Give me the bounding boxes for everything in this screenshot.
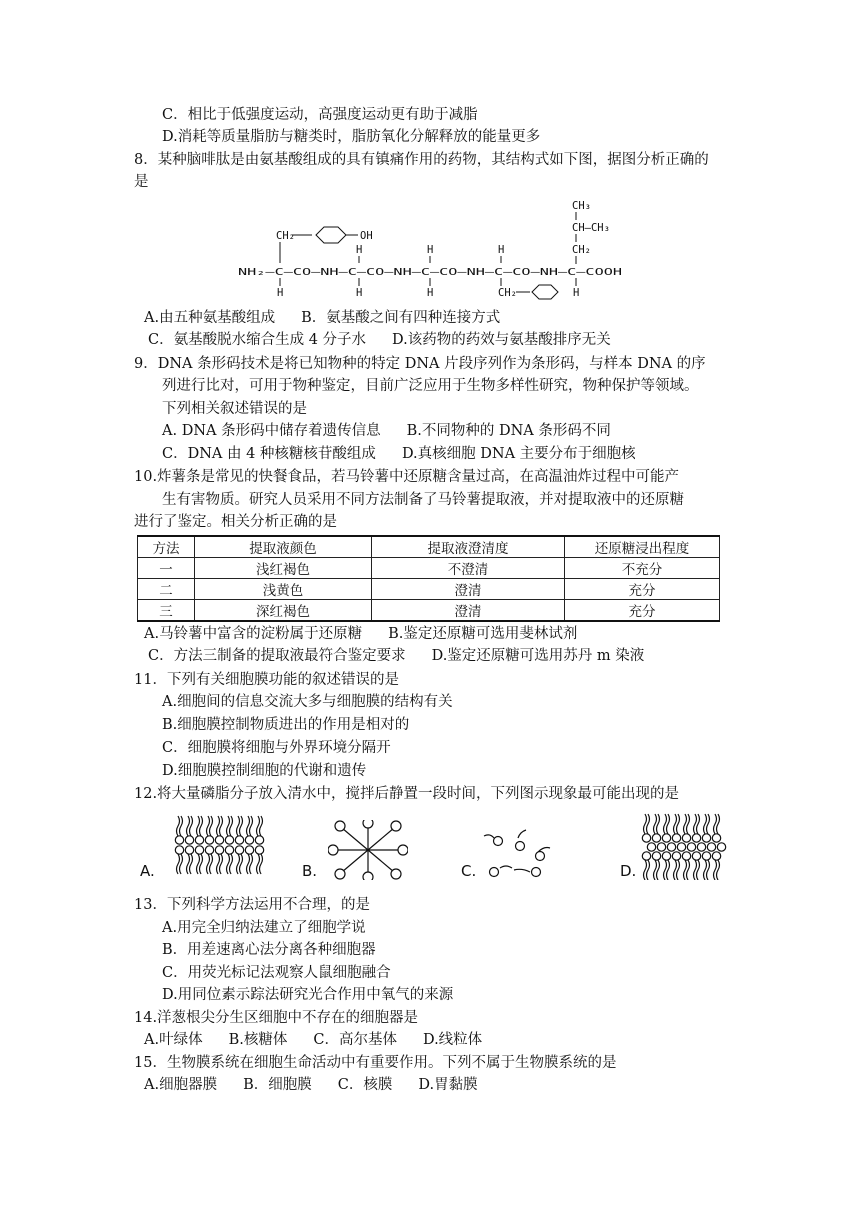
- benzene-ring-icon: [316, 227, 346, 243]
- inverted-bilayer-diagram-d: [640, 812, 732, 880]
- table-header-cell: 提取液颜色: [195, 536, 372, 558]
- q10-option-c: C．方法三制备的提取液最符合鉴定要求: [148, 648, 406, 664]
- table-cell: 充分: [565, 600, 720, 622]
- q13-option-b: B．用差速离心法分离各种细胞器: [162, 942, 376, 958]
- q8-option-a: A.由五种氨基酸组成: [144, 310, 276, 326]
- q10-option-d: D.鉴定还原糖可选用苏丹 m 染液: [431, 648, 645, 664]
- q9-option-c: C．DNA 由 4 种核糖核苷酸组成: [162, 446, 376, 462]
- benzene-ring-icon: [532, 285, 558, 299]
- table-cell: 三: [138, 600, 195, 622]
- struct-ch2-phenylalanine: CH₂: [498, 287, 517, 299]
- struct-ch3-top: CH₃: [572, 200, 591, 212]
- q8-option-b: B．氨基酸之间有四种连接方式: [301, 310, 501, 326]
- table-cell: 不澄清: [372, 558, 565, 579]
- struct-main-chain: NH₂—C—CO—NH—C—CO—NH—C—CO—NH—C—CO—NH—C—COOH: [238, 267, 622, 278]
- struct-h-top-2: H: [356, 244, 363, 256]
- q8-stem-line2: 是: [134, 174, 149, 190]
- q8-options-row1: [144, 308, 500, 328]
- q11-option-a: A.细胞间的信息交流大多与细胞膜的结构有关: [162, 694, 453, 710]
- q9-options-row1: [162, 421, 611, 441]
- q13-option-d: D.用同位素示踪法研究光合作用中氧气的来源: [162, 987, 454, 1003]
- struct-h-top-3: H: [427, 244, 434, 256]
- q9-stem-line2: 列进行比对，可用于物种鉴定，目前广泛应用于生物多样性研究，物种保护等领域。: [162, 378, 699, 394]
- table-row: [138, 600, 720, 622]
- struct-h-bottom-5: H: [573, 287, 580, 299]
- table-cell: 充分: [565, 579, 720, 600]
- q9-stem-line3: 下列相关叙述错误的是: [162, 401, 307, 417]
- table-header-cell: 提取液澄清度: [372, 536, 565, 558]
- struct-ch-ch3: CH—CH₃: [572, 222, 610, 234]
- struct-h-bottom-3: H: [427, 287, 434, 299]
- phospholipid-bilayer-diagram-a: [172, 812, 268, 880]
- table-cell: 深红褐色: [195, 600, 372, 622]
- table-cell: 不充分: [565, 558, 720, 579]
- extraction-method-table: [137, 535, 720, 622]
- q14-stem: 14.洋葱根尖分生区细胞中不存在的细胞器是: [134, 1010, 419, 1026]
- q12-label-c: C.: [461, 862, 477, 880]
- q10-options-row1: [144, 624, 577, 644]
- q10-stem-line3: 进行了鉴定。相关分析正确的是: [134, 514, 337, 530]
- q10-option-b: B.鉴定还原糖可选用斐林试剂: [388, 626, 578, 642]
- q9-options-row2: [162, 444, 636, 464]
- q9-option-b: B.不同物种的 DNA 条形码不同: [406, 423, 611, 439]
- q7-option-c: C．相比于低强度运动，高强度运动更有助于减脂: [162, 107, 478, 123]
- phospholipid-micelle-diagram-b: [328, 820, 408, 880]
- q12-label-b: B.: [302, 862, 318, 880]
- q14-option-d: D.线粒体: [422, 1032, 483, 1048]
- table-header-cell: 还原糖浸出程度: [565, 536, 720, 558]
- struct-ch2-tyrosine: CH₂: [276, 230, 295, 242]
- table-cell: 澄清: [372, 600, 565, 622]
- q15-option-c: C．核膜: [337, 1077, 393, 1093]
- q15-option-a: A.细胞器膜: [144, 1077, 218, 1093]
- q8-stem-line1: 8．某种脑啡肽是由氨基酸组成的具有镇痛作用的药物，其结构式如下图，据图分析正确的: [134, 152, 709, 168]
- q11-option-b: B.细胞膜控制物质进出的作用是相对的: [162, 717, 410, 733]
- q15-options: [144, 1075, 478, 1095]
- table-header-row: [138, 536, 720, 558]
- q10-stem-line2: 生有害物质。研究人员采用不同方法制备了马铃薯提取液，并对提取液中的还原糖: [162, 492, 684, 508]
- q15-option-d: D.胃黏膜: [418, 1077, 478, 1093]
- q12-stem: 12.将大量磷脂分子放入清水中，搅拌后静置一段时间，下列图示现象最可能出现的是: [134, 786, 680, 802]
- q11-option-d: D.细胞膜控制细胞的代谢和遗传: [162, 763, 367, 779]
- struct-oh: OH: [360, 230, 373, 242]
- table-header-cell: 方法: [138, 536, 195, 558]
- table-cell: 浅红褐色: [195, 558, 372, 579]
- table-cell: 澄清: [372, 579, 565, 600]
- q7-option-d: D.消耗等质量脂肪与糖类时，脂肪氧化分解释放的能量更多: [162, 129, 541, 145]
- struct-h-bottom-1: H: [277, 287, 284, 299]
- table-row: [138, 579, 720, 600]
- q14-option-a: A.叶绿体: [144, 1032, 203, 1048]
- table-cell: 浅黄色: [195, 579, 372, 600]
- q11-option-c: C．细胞膜将细胞与外界环境分隔开: [162, 740, 391, 756]
- q10-stem-line1: 10.炸薯条是常见的快餐食品，若马铃薯中还原糖含量过高，在高温油炸过程中可能产: [134, 469, 680, 485]
- q8-option-c: C．氨基酸脱水缩合生成 4 分子水: [148, 332, 367, 348]
- q10-options-row2: [148, 646, 644, 666]
- q12-label-d: D.: [620, 862, 637, 880]
- q15-option-b: B．细胞膜: [243, 1077, 312, 1093]
- enkephalin-structure-diagram: [238, 198, 622, 302]
- q9-stem-line1: 9．DNA 条形码技术是将已知物种的特定 DNA 片段序列作为条形码，与样本 DNA 的序: [134, 356, 706, 372]
- q12-label-a: A.: [140, 862, 155, 880]
- q8-option-d: D.该药物的药效与氨基酸排序无关: [392, 332, 611, 348]
- q14-option-b: B.核糖体: [228, 1032, 288, 1048]
- table-cell: 二: [138, 579, 195, 600]
- scattered-phospholipids-diagram-c: [482, 826, 572, 880]
- struct-h-top-4: H: [498, 244, 505, 256]
- q9-option-d: D.真核细胞 DNA 主要分布于细胞核: [401, 446, 636, 462]
- q14-option-c: C．高尔基体: [313, 1032, 397, 1048]
- q11-stem: 11．下列有关细胞膜功能的叙述错误的是: [134, 672, 399, 688]
- struct-ch2-leucine: CH₂: [572, 244, 591, 256]
- table-cell: 一: [138, 558, 195, 579]
- q10-option-a: A.马铃薯中富含的淀粉属于还原糖: [144, 626, 363, 642]
- q14-options: [144, 1030, 482, 1050]
- q8-options-row2: [148, 330, 611, 350]
- struct-h-bottom-2: H: [356, 287, 363, 299]
- q13-option-c: C．用荧光标记法观察人鼠细胞融合: [162, 965, 391, 981]
- q13-option-a: A.用完全归纳法建立了细胞学说: [162, 920, 366, 936]
- q9-option-a: A. DNA 条形码中储存着遗传信息: [162, 423, 381, 439]
- q15-stem: 15．生物膜系统在细胞生命活动中有重要作用。下列不属于生物膜系统的是: [134, 1055, 617, 1071]
- q13-stem: 13．下列科学方法运用不合理，的是: [134, 897, 370, 913]
- table-row: [138, 558, 720, 579]
